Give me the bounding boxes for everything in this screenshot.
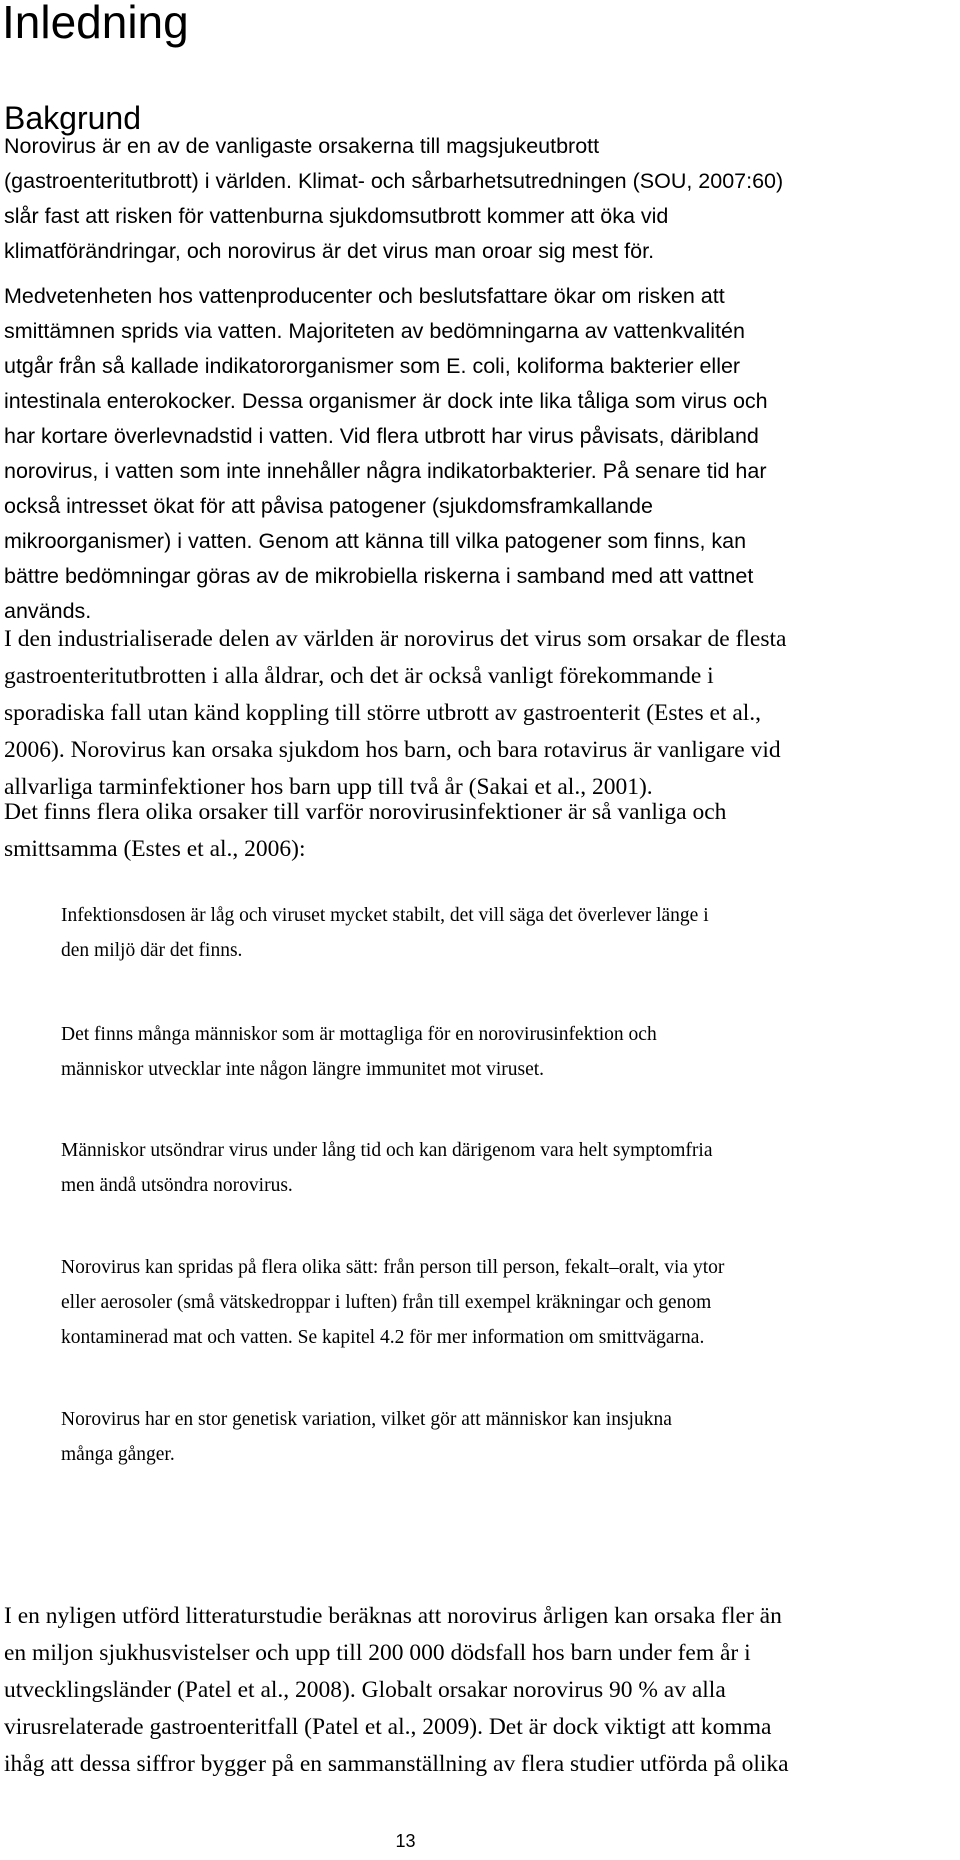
text-line: virusrelaterade gastroenteritfall (Patel et al., 2009). Det är dock viktigt att komma	[4, 1714, 772, 1740]
text-line: mikroorganismer) i vatten. Genom att känna till vilka patogener som finns, kan	[4, 529, 747, 553]
text-line: Det finns många människor som är mottagliga för en norovirusinfektion och	[61, 1024, 657, 1045]
text-line: eller aerosoler (små vätskedroppar i luften) från till exempel kräkningar och genom	[61, 1292, 712, 1313]
text-line: Medvetenheten hos vattenproducenter och beslutsfattare ökar om risken att	[4, 284, 725, 308]
text-line: norovirus, i vatten som inte innehåller några indikatorbakterier. På senare tid har	[4, 459, 767, 483]
text-line: slår fast att risken för vattenburna sjukdomsutbrott kommer att öka vid	[4, 204, 669, 228]
text-line: sporadiska fall utan känd koppling till större utbrott av gastroenterit (Estes et al.,	[4, 700, 762, 726]
text-line: används.	[4, 599, 92, 623]
text-line: I den industrialiserade delen av världen är norovirus det virus som orsakar de flesta	[4, 626, 787, 652]
reason-item-genetic-variation	[61, 1402, 672, 1472]
chapter-title: Inledning	[2, 0, 189, 48]
text-line: Infektionsdosen är låg och viruset mycket stabilt, det vill säga det överlever länge i	[61, 905, 709, 926]
paragraph-industrialized-world	[4, 621, 786, 806]
text-line: utvecklingsländer (Patel et al., 2008). Globalt orsakar norovirus 90 % av alla	[4, 1677, 726, 1703]
reason-item-low-dose	[61, 898, 709, 968]
text-line: en miljon sjukhusvistelser och upp till 200 000 dödsfall hos barn under fem år i	[4, 1640, 751, 1666]
reason-item-shedding	[61, 1133, 712, 1203]
text-line: klimatförändringar, och norovirus är det virus man oroar sig mest för.	[4, 239, 655, 263]
text-line: också intresset ökat för att påvisa patogener (sjukdomsframkallande	[4, 494, 653, 518]
section-title: Bakgrund	[4, 100, 141, 136]
text-line: den miljö där det finns.	[61, 940, 243, 961]
paragraph-literature-study	[4, 1598, 789, 1783]
text-line: intestinala enterokocker. Dessa organismer är dock inte lika tåliga som virus och	[4, 389, 768, 413]
text-line: har kortare överlevnadstid i vatten. Vid flera utbrott har virus påvisats, däribland	[4, 424, 759, 448]
reason-item-susceptibility	[61, 1017, 657, 1087]
text-line: 2006). Norovirus kan orsaka sjukdom hos barn, och bara rotavirus är vanligare vid	[4, 737, 781, 763]
paragraph-water-awareness	[4, 279, 768, 629]
paragraph-background-intro	[4, 129, 783, 269]
text-line: smittsamma (Estes et al., 2006):	[4, 836, 306, 862]
text-line: kontaminerad mat och vatten. Se kapitel 4.2 för mer information om smittvägarna.	[61, 1327, 705, 1348]
text-line: människor utvecklar inte någon längre immunitet mot viruset.	[61, 1059, 545, 1080]
text-line: Norovirus är en av de vanligaste orsakerna till magsjukeutbrott	[4, 134, 600, 158]
text-line: Norovirus kan spridas på flera olika sätt: från person till person, fekalt–oralt, via ytor	[61, 1257, 725, 1278]
reason-item-transmission	[61, 1250, 724, 1355]
text-line: bättre bedömningar göras av de mikrobiella riskerna i samband med att vattnet	[4, 564, 754, 588]
text-line: många gånger.	[61, 1444, 175, 1465]
page-number: 13	[395, 1831, 416, 1851]
text-line: Norovirus har en stor genetisk variation, vilket gör att människor kan insjukna	[61, 1409, 672, 1430]
paragraph-reasons-intro	[4, 794, 726, 868]
text-line: allvarliga tarminfektioner hos barn upp till två år (Sakai et al., 2001).	[4, 774, 653, 800]
text-line: gastroenteritutbrotten i alla åldrar, och det är också vanligt förekommande i	[4, 663, 714, 689]
text-line: (gastroenteritutbrott) i världen. Klimat- och sårbarhetsutredningen (SOU, 2007:60)	[4, 169, 784, 193]
text-line: Det finns flera olika orsaker till varför norovirusinfektioner är så vanliga och	[4, 799, 727, 825]
text-line: Människor utsöndrar virus under lång tid och kan därigenom vara helt symptomfria	[61, 1140, 713, 1161]
text-line: men ändå utsöndra norovirus.	[61, 1175, 293, 1196]
text-line: smittämnen sprids via vatten. Majoriteten av bedömningarna av vattenkvalitén	[4, 319, 745, 343]
text-line: ihåg att dessa siffror bygger på en sammanställning av flera studier utförda på olika	[4, 1751, 789, 1777]
text-line: utgår från så kallade indikatororganismer som E. coli, koliforma bakterier eller	[4, 354, 741, 378]
text-line: I en nyligen utförd litteraturstudie beräknas att norovirus årligen kan orsaka fler än	[4, 1603, 782, 1629]
